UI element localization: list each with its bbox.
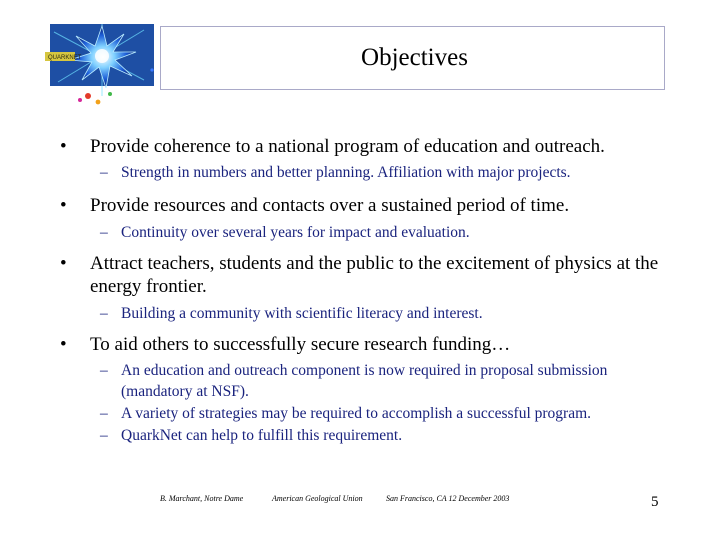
sub-bullet	[60, 303, 680, 324]
sub-bullet	[60, 162, 680, 183]
title-box	[160, 26, 665, 90]
quarknet-logo	[44, 22, 160, 106]
bullet-item	[60, 135, 680, 158]
sub-bullet	[60, 425, 680, 446]
footer-event: American Geological Union	[272, 494, 363, 503]
footer-place-date: San Francisco, CA 12 December 2003	[386, 494, 510, 503]
dash-glyph: –	[100, 164, 108, 181]
sub-bullet	[60, 360, 680, 402]
sub-bullet-text: Strength in numbers and better planning. Affiliation with major projects.	[121, 164, 571, 181]
sub-bullet	[60, 222, 680, 243]
page-number: 5	[651, 494, 659, 510]
sub-bullet-text: Continuity over several years for impact and evaluation.	[121, 224, 470, 241]
bullet-item	[60, 252, 680, 298]
footer-author: B. Marchant, Notre Dame	[160, 494, 244, 503]
bullet-text: To aid others to successfully secure research funding…	[90, 334, 511, 355]
bullet-list	[60, 135, 680, 446]
logo-wordmark: QUARKNET	[48, 55, 82, 61]
bullet-glyph: •	[60, 334, 67, 355]
slide-title: Objectives	[361, 44, 468, 71]
bullet-item	[60, 333, 680, 356]
sub-bullet-text: QuarkNet can help to fulfill this requirement.	[121, 427, 403, 444]
bullet-glyph: •	[60, 195, 67, 216]
bullet-text: Attract teachers, students and the public to the excitement of physics at the energy frontier.	[90, 253, 659, 297]
bullet-text: Provide resources and contacts over a sustained period of time.	[90, 195, 570, 216]
sub-bullet-text: Building a community with scientific literacy and interest.	[121, 305, 483, 322]
dash-glyph: –	[100, 305, 108, 322]
dash-glyph: –	[100, 405, 108, 422]
bullet-glyph: •	[60, 136, 67, 157]
sub-bullet	[60, 403, 680, 424]
dash-glyph: –	[100, 224, 108, 241]
dash-glyph: –	[100, 427, 108, 444]
sub-bullet-text: An education and outreach component is now required in proposal submission (mandatory at NSF).	[121, 362, 608, 400]
bullet-text: Provide coherence to a national program of education and outreach.	[90, 136, 605, 157]
dash-glyph: –	[100, 362, 108, 379]
bullet-item	[60, 194, 680, 217]
bullet-glyph: •	[60, 253, 67, 274]
sub-bullet-text: A variety of strategies may be required to accomplish a successful program.	[121, 405, 592, 422]
